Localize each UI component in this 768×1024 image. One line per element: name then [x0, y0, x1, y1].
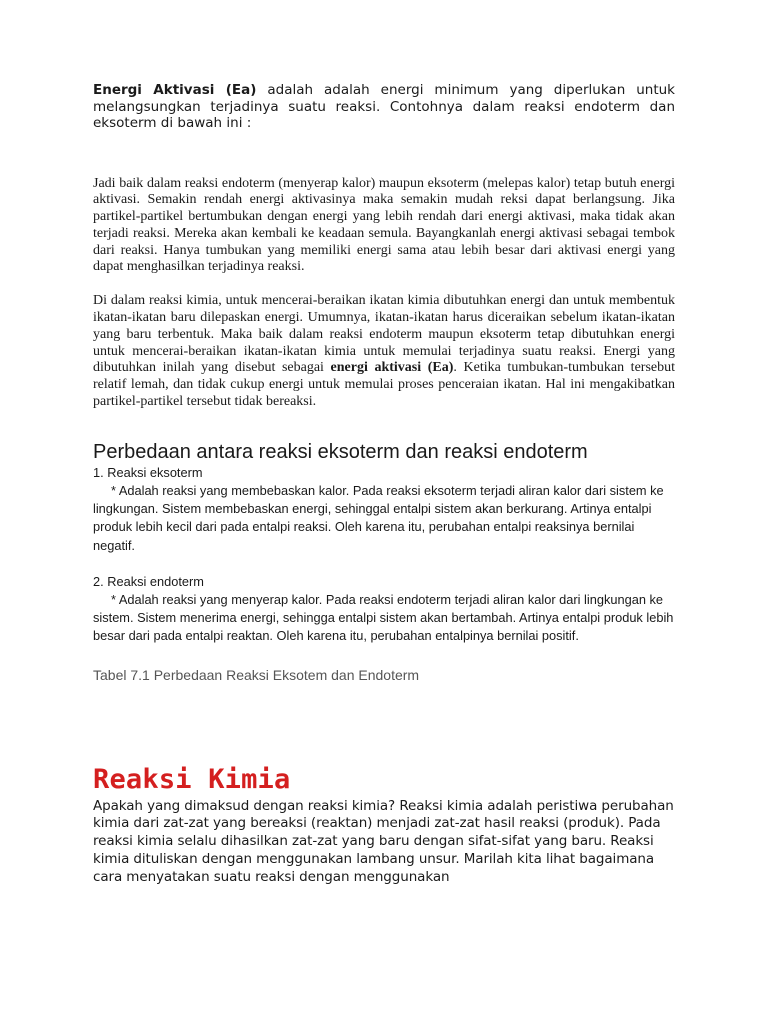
- intro-term: Energi Aktivasi (Ea): [93, 82, 257, 98]
- intro-text: adalah adalah energi minimum yang diperlukan untuk melangsungkan terjadinya suatu reaksi. Contohnya dalam reaksi endoterm dan eksoterm di bawah ini :: [93, 82, 675, 131]
- bond-paragraph: [93, 293, 675, 411]
- bond-text-before: Di dalam reaksi kimia, untuk mencerai-beraikan ikatan kimia dibutuhkan energi dan untuk membentuk ikatan-ikatan baru dilepaskan energi. Umumnya, ikatan-ikatan harus diceraikan sebelum ikatan-ikatan yang baru terbentuk. Maka baik dalam reaksi endoterm maupun eksoterm tetap dibutuhkan energi untuk mencerai-beraikan ikatan-ikatan kimia untuk memulai terjadinya suatu reaksi. Energi yang dibutuhkan inilah yang disebut sebagai: [93, 293, 675, 376]
- energy-paragraph: Jadi baik dalam reaksi endoterm (menyerap kalor) maupun eksoterm (melepas kalor) tetap butuh energi aktivasi. Semakin rendah energi aktivasinya maka semakin mudah reksi dapat berlangsung. Jika partikel-partikel bertumbukan dengan energi yang lebih rendah dari energi aktivasi, maka tidak akan terjadi reaksi. Mereka akan kembali ke keadaan semula. Bayangkanlah energi aktivasi sebagai tembok dari reaksi. Hanya tumbukan yang memiliki energi sama atau lebih besar dari aktivasi energi yang dapat menghasilkan terjadinya reaksi.: [93, 175, 675, 275]
- reaction-paragraph: Apakah yang dimaksud dengan reaksi kimia? Reaksi kimia adalah peristiwa perubahan kimia dari zat-zat yang bereaksi (reaktan) menjadi zat-zat hasil reaksi (produk). Pada reaksi kimia selalu dihasilkan zat-zat yang baru dengan sifat-sifat yang baru. Reaksi kimia dituliskan dengan menggunakan lambang unsur. Marilah kita lihat bagaimana cara menyatakan suatu reaksi dengan menggunakan: [93, 797, 674, 885]
- bond-text-after: . Ketika tumbukan-tumbukan tersebut relatif lemah, dan tidak cukup energi untuk memulai proses penceraian ikatan. Hal ini mengakibatkan partikel-partikel tersebut tidak bereaksi.: [93, 360, 675, 410]
- list-item-body: [93, 591, 675, 646]
- section-title: Reaksi Kimia: [93, 763, 291, 795]
- bond-text-bold: energi aktivasi (Ea): [330, 360, 454, 376]
- list-item-body: [93, 482, 675, 555]
- comparison-heading: Perbedaan antara reaksi eksoterm dan reaksi endoterm: [93, 440, 588, 463]
- list-item-endoterm: [93, 573, 675, 646]
- table-caption: Tabel 7.1 Perbedaan Reaksi Eksotem dan Endoterm: [93, 666, 420, 683]
- document-page: [93, 82, 675, 887]
- intro-paragraph: [93, 82, 675, 132]
- list-item-title: 2. Reaksi endoterm: [93, 573, 204, 589]
- list-item-exoterm: [93, 464, 675, 555]
- list-item-text: * Adalah reaksi yang membebaskan kalor. Pada reaksi eksoterm terjadi aliran kalor dari sistem ke lingkungan. Sistem membebaskan energi, sehinggal entalpi sistem akan berkurang. Artinya entalpi produk lebih kecil dari pada entalpi reaksi. Oleh karena itu, perubahan entalpi reaksinya bernilai negatif.: [93, 483, 664, 553]
- list-item-text: * Adalah reaksi yang menyerap kalor. Pada reaksi endoterm terjadi aliran kalor dari lingkungan ke sistem. Sistem menerima energi, sehingga entalpi sistem akan bertambah. Artinya entalpi produk lebih besar dari pada entalpi reaktan. Oleh karena itu, perubahan entalpinya bernilai positif.: [93, 592, 674, 644]
- list-item-title: 1. Reaksi eksoterm: [93, 464, 203, 480]
